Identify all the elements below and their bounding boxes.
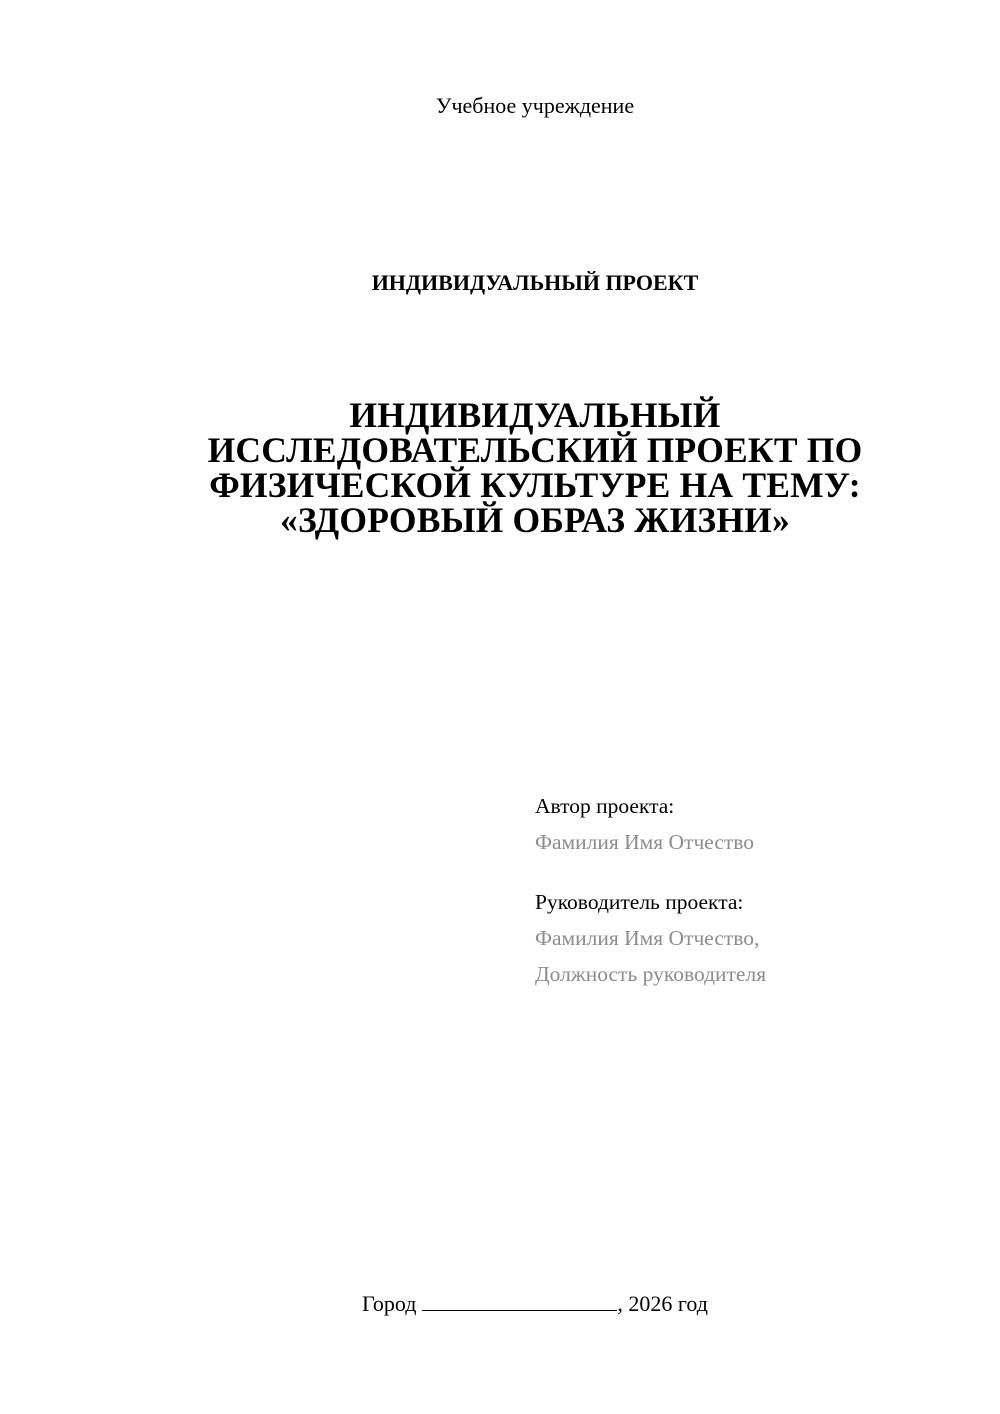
project-title-line-4: «ЗДОРОВЫЙ ОБРАЗ ЖИЗНИ»	[280, 500, 790, 540]
author-label: Автор проекта:	[535, 794, 675, 818]
city-label: Город	[362, 1291, 417, 1316]
project-title-line-3: ФИЗИЧЕСКОЙ КУЛЬТУРЕ НА ТЕМУ:	[209, 465, 861, 505]
project-title	[150, 395, 920, 540]
author-name: Фамилия Имя Отчество	[535, 830, 755, 854]
project-title-line-2: ИССЛЕДОВАТЕЛЬСКИЙ ПРОЕКТ ПО	[207, 430, 863, 470]
institution-name: Учебное учреждение	[435, 93, 635, 118]
supervisor-name: Фамилия Имя Отчество,	[535, 926, 760, 950]
credits-block	[535, 788, 975, 992]
year-text: , 2026 год	[617, 1291, 708, 1316]
credits-spacer	[535, 860, 975, 884]
supervisor-label: Руководитель проекта:	[535, 890, 744, 914]
city-blank-line	[422, 1288, 617, 1311]
document-type: ИНДИВИДУАЛЬНЫЙ ПРОЕКТ	[371, 270, 699, 295]
city-year-line	[0, 1288, 1000, 1320]
project-title-line-1: ИНДИВИДУАЛЬНЫЙ	[349, 395, 721, 435]
supervisor-position: Должность руководителя	[535, 962, 767, 986]
